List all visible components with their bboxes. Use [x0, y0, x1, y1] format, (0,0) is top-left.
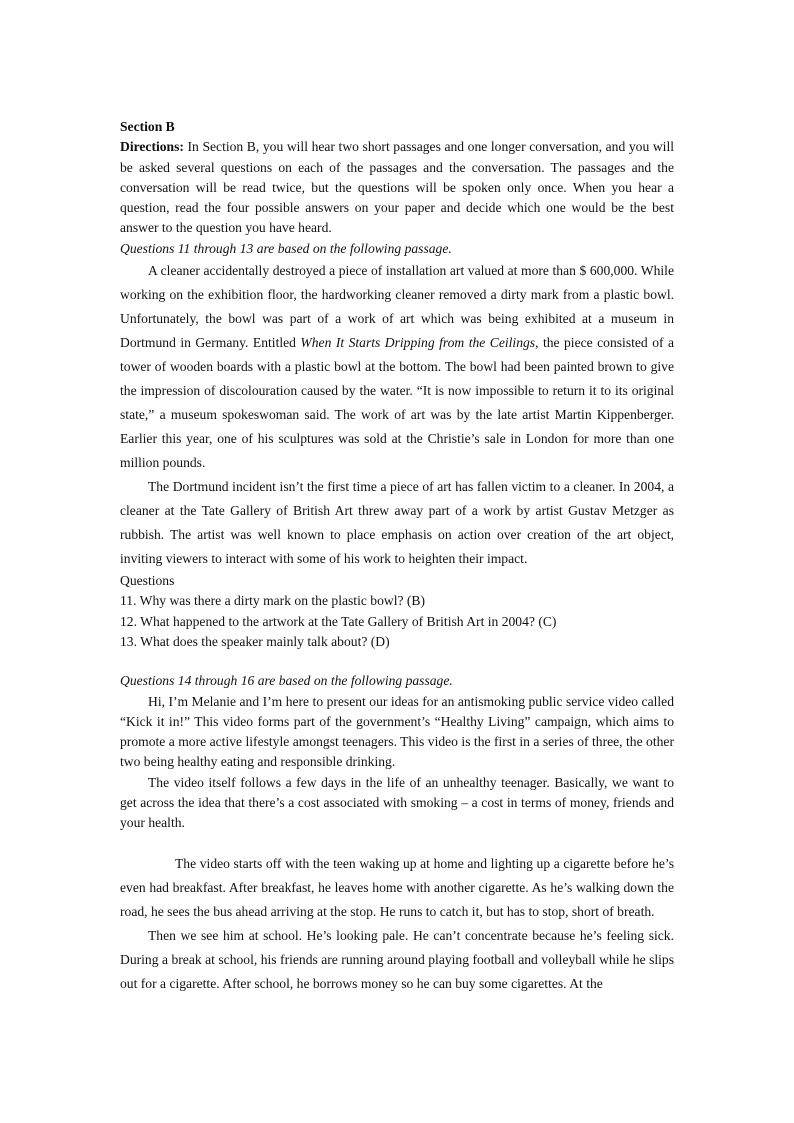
passage1-paragraph-1: [120, 259, 674, 475]
spacer: [120, 834, 674, 852]
question-13: 13. What does the speaker mainly talk about? (D): [120, 633, 390, 649]
artwork-title: When It Starts Dripping from the Ceilings: [300, 335, 536, 351]
question-12: 12. What happened to the artwork at the Tate Gallery of British Art in 2004? (C): [120, 613, 557, 629]
question-11: 11. Why was there a dirty mark on the plastic bowl? (B): [120, 593, 426, 609]
passage1-p1-after: , the piece consisted of a tower of wooden boards with a plastic bowl at the bottom. The bowl had been painted brown to give the impression of discolouration caused by the water. “It is now impossible to return it to its original state,” a museum spokeswoman said. The work of art was by the late artist Martin Kippenberger. Earlier this year, one of his sculptures was sold at the Christie’s sale in London for more than one million pounds.: [120, 335, 675, 471]
passage1-p1-before: A cleaner accidentally destroyed a piece of installation art valued at more than $ 600,000. While working on the exhibition floor, the hardworking cleaner removed a dirty mark from a plastic bowl. Unfortunately, the bowl was part of a work of art which was being exhibited at a museum in Dortmund in Germany. Entitled: [120, 263, 674, 351]
passage2-intro: Questions 14 through 16 are based on the following passage.: [120, 673, 453, 689]
questions-heading: Questions: [120, 573, 175, 589]
passage1-intro: Questions 11 through 13 are based on the following passage.: [120, 240, 452, 256]
section-title: Section B: [120, 119, 175, 134]
passage1-paragraph-2: The Dortmund incident isn’t the first time a piece of art has fallen victim to a cleaner. In 2004, a cleaner at the Tate Gallery of British Art threw away part of a work by artist Gustav Metzger as rubbish. The artist was well known to place emphasis on action over creation of the art object, inviting viewers to interact with some of his work to heighten their impact.: [120, 479, 674, 567]
directions-text: In Section B, you will hear two short passages and one longer conversation, and you will be asked several questions on each of the passages and the conversation. The passages and the conversation will be read twice, but the questions will be spoken only once. When you hear a question, read the four possible answers on your paper and decide which one would be the best answer to the question you have heard.: [120, 139, 674, 236]
passage2-paragraph-4: Then we see him at school. He’s looking pale. He can’t concentrate because he’s feeling sick. During a break at school, his friends are running around playing football and volleyball while he slips out for a cigarette. After school, he borrows money so he can buy some cigarettes. At the: [120, 927, 674, 991]
directions-paragraph: [120, 137, 674, 238]
passage2-paragraph-3: The video starts off with the teen waking up at home and lighting up a cigarette before he’s even had breakfast. After breakfast, he leaves home with another cigarette. As he’s walking down the road, he sees the bus ahead arriving at the stop. He runs to catch it, but has to stop, short of breath.: [120, 855, 674, 919]
directions-label: Directions:: [120, 139, 184, 155]
spacer: [120, 652, 674, 671]
passage2-paragraph-2: The video itself follows a few days in the life of an unhealthy teenager. Basically, we want to get across the idea that there’s a cost associated with smoking – a cost in terms of money, friends and your health.: [120, 774, 674, 831]
document-page: [120, 117, 674, 996]
passage2-paragraph-1: Hi, I’m Melanie and I’m here to present our ideas for an antismoking public service video called “Kick it in!” This video forms part of the government’s “Healthy Living” campaign, which aims to promote a more active lifestyle amongst teenagers. This video is the first in a series of three, the other two being healthy eating and responsible drinking.: [120, 693, 674, 770]
